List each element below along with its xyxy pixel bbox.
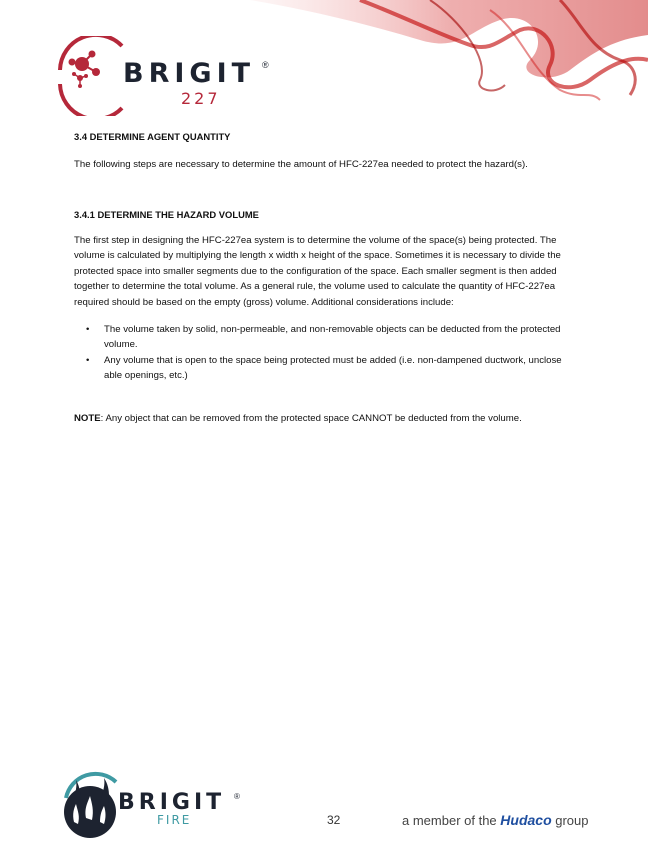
red-smoke-decoration <box>230 0 648 120</box>
footer-brand-sub: FIRE <box>157 813 192 827</box>
list-item-text: Any volume that is open to the space being protected must be added (i.e. non-dampened ductwork, unclose able openings, etc.) <box>104 354 562 382</box>
bullet-icon: • <box>86 354 90 366</box>
note-label: NOTE <box>74 412 101 424</box>
note-paragraph <box>74 411 574 427</box>
brand-product-number: 227 <box>181 89 221 108</box>
section-heading: 3.4 DETERMINE AGENT QUANTITY <box>74 131 231 142</box>
subsection-paragraph: The first step in designing the HFC-227ea system is to determine the volume of the space(s) being protected. The volume is calculated by multiplying the length x width x height of the space. Sometimes it is necessary to divide the protected space into smaller segments due to the configuration of the space. Each smaller segment is then added together to determine the total volume. As a general rule, the volume used to calculate the quantity of HFC-227ea required should be based on the empty (gross) volume. Additional considerations include: <box>74 234 561 308</box>
note-text: : Any object that can be removed from the protected space CANNOT be deducted from the volume. <box>100 412 522 424</box>
list-item-text: The volume taken by solid, non-permeable, and non-removable objects can be deducted from the protected volume. <box>104 323 561 351</box>
bullet-icon: • <box>86 323 90 335</box>
document-body <box>74 130 574 427</box>
footer-registered-mark: ® <box>234 792 240 801</box>
registered-mark: ® <box>262 60 269 70</box>
list-item <box>86 322 574 353</box>
footer-brand-name: BRIGIT <box>118 790 226 815</box>
hudaco-logo: Hudaco <box>500 812 552 828</box>
subsection-heading: 3.4.1 DETERMINE THE HAZARD VOLUME <box>74 208 259 220</box>
section-intro: The following steps are necessary to determine the amount of HFC-227ea needed to protect the hazard(s). <box>74 159 528 170</box>
member-prefix: a member of the <box>402 813 501 828</box>
list-item <box>86 353 574 384</box>
member-of-tagline <box>402 812 589 828</box>
considerations-list <box>74 322 574 384</box>
member-suffix: group <box>551 813 589 828</box>
brand-name: BRIGIT <box>123 58 256 89</box>
page-number: 32 <box>327 813 341 827</box>
